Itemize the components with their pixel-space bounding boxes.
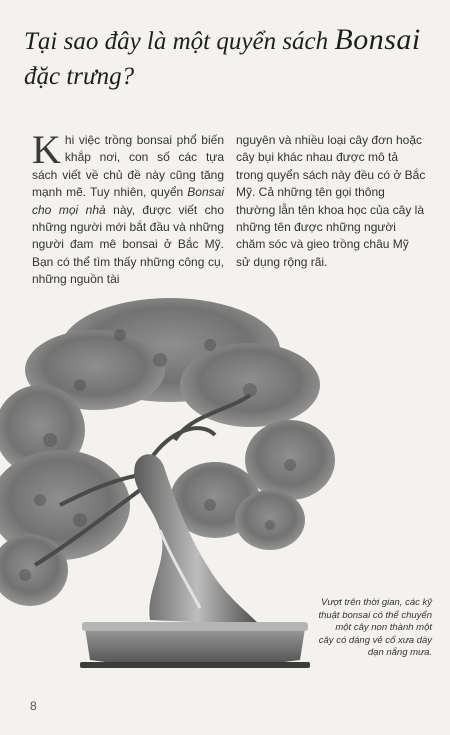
body-column-left	[32, 127, 224, 289]
paragraph-continued: nguyên và nhiều loại cây đơn hoặc cây bụi khác nhau được mô tả trong quyển sách này đều có ở Bắc Mỹ. Cả những tên gọi thông thường lẫn tên khoa học của cây là những tên được những người chăm sóc và gieo trồng châu Mỹ sử dụng rộng rãi.	[236, 133, 426, 269]
paragraph	[32, 127, 224, 289]
body-column-right	[236, 132, 426, 271]
bonsai-photo	[0, 290, 340, 685]
title-text: Tại sao đây là một quyển sách	[24, 28, 335, 55]
drop-cap: K	[32, 127, 61, 172]
title-brand: Bonsai	[334, 23, 421, 56]
photo-caption: Vượt trên thời gian, các kỹ thuật bonsai có thể chuyển một cây non thành một cây có dáng vẻ cổ xưa dày dạn nắng mưa.	[318, 597, 432, 659]
paragraph-text: hi việc trồng bonsai phổ biến khắp nơi, con số các tựa sách viết về chủ đề này cũng tăng mạnh mẽ. Tuy nhiên, quyển	[32, 133, 224, 200]
title-text-line2: đặc trưng?	[24, 63, 135, 90]
page-title	[24, 22, 434, 94]
paragraph-text-cont: này, được viết cho những người mới bắt đầu và những người đam mê bonsai ở Bắc Mỹ. Bạn có thể tìm thấy những công cụ, những nguồn tài	[32, 202, 224, 287]
book-title: Bonsai cho mọi nhà	[32, 185, 224, 217]
page-number: 8	[30, 699, 37, 713]
